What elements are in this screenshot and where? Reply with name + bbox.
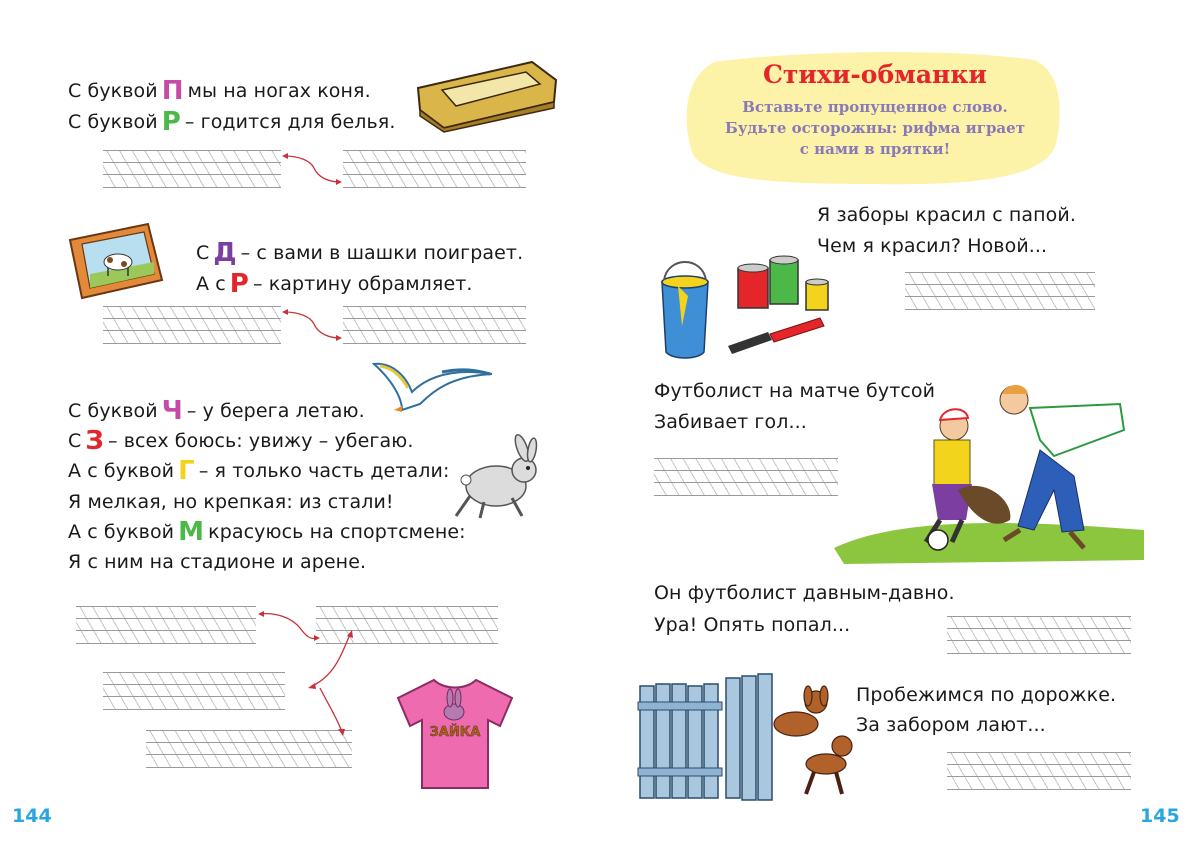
letter-d: Д <box>213 238 237 268</box>
poem4-line1: Пробежимся по дорожке. <box>856 684 1117 706</box>
riddle3-line2: С З – всех боюсь: увижу – убегаю. <box>68 426 414 456</box>
arrow-connector-icon <box>280 306 345 346</box>
riddle3-line4: Я мелкая, но крепкая: из стали! <box>68 491 394 513</box>
riddle3-line1: С буквой Ч – у берега летаю. <box>68 396 365 426</box>
riddle2-line1: С Д – с вами в шашки поиграет. <box>196 238 524 268</box>
writing-line[interactable] <box>76 606 256 644</box>
writing-line[interactable] <box>654 458 838 496</box>
poem2-line1: Футболист на матче бутсой <box>654 380 936 402</box>
writing-line[interactable] <box>905 272 1095 310</box>
writing-line[interactable] <box>103 150 281 188</box>
letter-m: М <box>178 517 205 547</box>
banner-title: Стихи-обманки <box>763 60 987 89</box>
letter-r: Р <box>161 107 181 137</box>
poem3-line2: Ура! Опять попал... <box>654 614 851 636</box>
letter-g: Г <box>178 456 195 486</box>
riddle1-line1: С буквой П мы на ногах коня. <box>68 76 371 106</box>
trough-illustration <box>414 60 559 130</box>
riddle2-line2: А с Р – картину обрамляет. <box>196 269 473 299</box>
poem1-line1: Я заборы красил с папой. <box>817 204 1076 226</box>
arrow-connector-icon <box>252 604 362 744</box>
page-number-left: 144 <box>12 805 52 827</box>
seagull-illustration <box>372 358 496 414</box>
writing-line[interactable] <box>343 306 526 344</box>
riddle1-line2: С буквой Р – годится для белья. <box>68 107 396 137</box>
letter-r: Р <box>229 269 249 299</box>
football-scene-illustration <box>834 380 1144 566</box>
riddle3-line3: А с буквой Г – я только часть детали: <box>68 456 450 486</box>
hare-illustration <box>452 436 544 522</box>
poem4-line2: За забором лают... <box>856 714 1046 736</box>
fence-dogs-illustration <box>636 672 856 804</box>
paint-cans-illustration <box>658 256 838 366</box>
arrow-connector-icon <box>280 150 345 190</box>
poem3-line1: Он футболист давным-давно. <box>654 582 955 604</box>
writing-line[interactable] <box>103 306 281 344</box>
tshirt-illustration <box>396 676 514 792</box>
writing-line[interactable] <box>947 616 1131 654</box>
picture-frame-illustration <box>66 222 166 302</box>
banner <box>690 58 1060 160</box>
writing-line[interactable] <box>343 150 526 188</box>
writing-line[interactable] <box>947 752 1131 790</box>
riddle3-line5: А с буквой М красуюсь на спортсмене: <box>68 517 466 547</box>
poem1-line2: Чем я красил? Новой... <box>817 235 1048 257</box>
page-number-right: 145 <box>1140 805 1180 827</box>
banner-subtitle: Вставьте пропущенное слово. Будьте осторожны: рифма играет с нами в прятки! <box>725 98 1025 158</box>
poem2-line2: Забивает гол... <box>654 411 807 433</box>
letter-z: З <box>85 426 104 456</box>
tshirt-print-text: ЗАЙКА <box>429 725 481 740</box>
letter-p: П <box>161 76 184 106</box>
letter-ch: Ч <box>161 396 183 426</box>
riddle3-line6: Я с ним на стадионе и арене. <box>68 551 367 573</box>
